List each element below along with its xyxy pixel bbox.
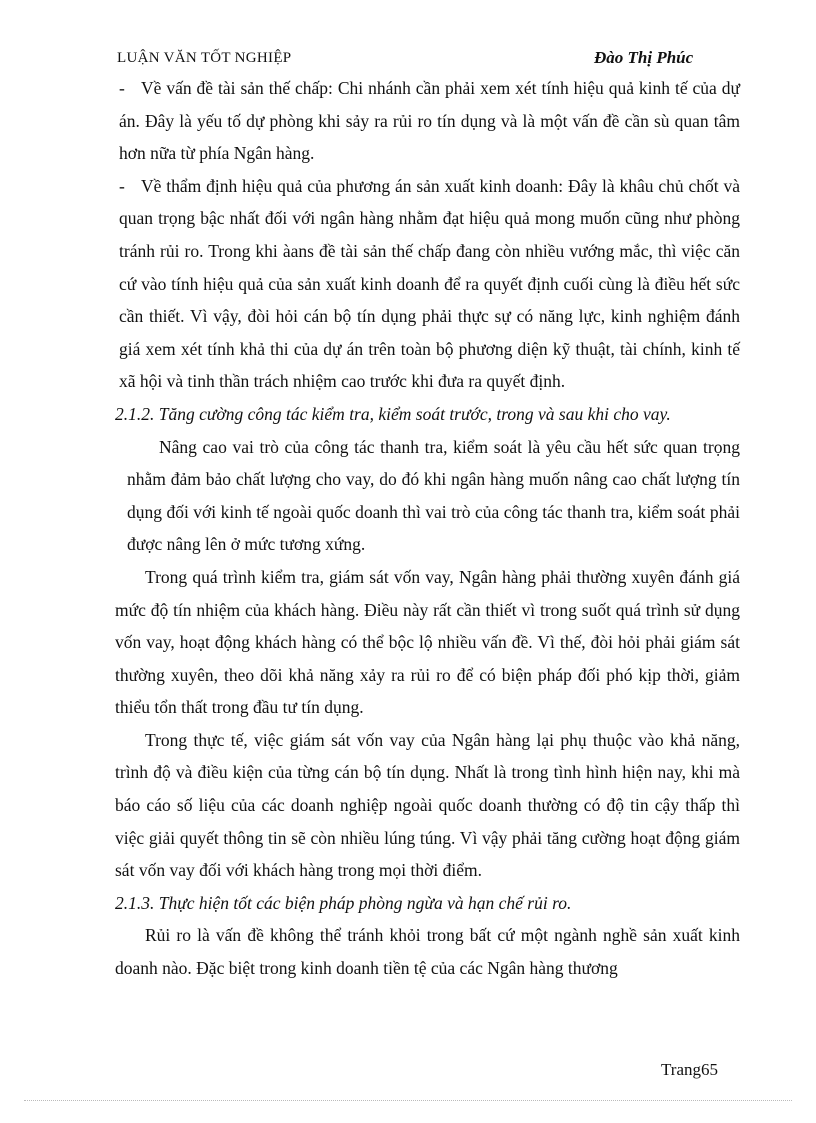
paragraph-risk: Rủi ro là vấn đề không thể tránh khỏi trong bất cứ một ngành nghề sản xuất kinh doanh nào. Đặc biệt trong kinh doanh tiền tệ của các Ngân hàng thương (115, 925, 740, 979)
paragraph-inspection-role: Nâng cao vai trò của công tác thanh tra, kiểm soát là yêu cầu hết sức quan trọng nhằm đảm bảo chất lượng cho vay, do đó khi ngân hàng muốn nâng cao chất lượng tín dụng đối với kinh tế ngoài quốc doanh thì vai trò của công tác thanh tra, kiểm soát phải được nâng lên ở mức tương xứng. (127, 436, 740, 555)
footer-divider (24, 1100, 792, 1101)
header-title: LUẬN VĂN TỐT NGHIỆP (117, 50, 292, 66)
bullet-appraisal (115, 170, 740, 398)
section-heading-2-1-3: 2.1.3. Thực hiện tốt các biện pháp phòng ngừa và hạn chế rủi ro. (115, 892, 572, 913)
section-heading-2-1-2: 2.1.2. Tăng cường công tác kiểm tra, kiểm soát trước, trong và sau khi cho vay. (115, 403, 671, 424)
bullet-collateral (115, 72, 740, 170)
bullet-appraisal-text: Về thẩm định hiệu quả của phương án sản xuất kinh doanh: Đây là khâu chủ chốt và quan trọng bậc nhất đối với ngân hàng nhằm đạt hiệu quả mong muốn cũng như phòng tránh rủi ro. Trong khi àans đề tài sản thế chấp đang còn nhiều vướng mắc, thì việc căn cứ vào tính hiệu quả của sản xuất kinh doanh để ra quyết định cuối cùng là điều hết sức cần thiết. Vì vậy, đòi hỏi cán bộ tín dụng phải thực sự có năng lực, kinh nghiệm đánh giá xem xét tính khả thi của dự án trên toàn bộ phương diện kỹ thuật, tài chính, kinh tế xã hội và tinh thần trách nhiệm cao trước khi đưa ra quyết định. (119, 175, 740, 392)
bullet-dash: - (119, 78, 125, 98)
bullet-collateral-text: Về vấn đề tài sản thế chấp: Chi nhánh cần phải xem xét tính hiệu quả kinh tế của dự án. Đây là yếu tố dự phòng khi sảy ra rủi ro tín dụng và là một vấn đề cần sù quan tâm hơn nữa từ phía Ngân hàng. (119, 78, 740, 164)
paragraph-monitoring-practice: Trong thực tế, việc giám sát vốn vay của Ngân hàng lại phụ thuộc vào khả năng, trình độ và điều kiện của từng cán bộ tín dụng. Nhất là trong tình hình hiện nay, khi mà báo cáo số liệu của các doanh nghiệp ngoài quốc doanh thường có độ tin cậy thấp thì việc giải quyết thông tin sẽ còn nhiều lúng túng. Vì vậy phải tăng cường hoạt động giám sát vốn vay đối với khách hàng trong mọi thời điểm. (115, 729, 740, 881)
paragraph-monitoring-process: Trong quá trình kiểm tra, giám sát vốn vay, Ngân hàng phải thường xuyên đánh giá mức độ tín nhiệm của khách hàng. Điều này rất cần thiết vì trong suốt quá trình sử dụng vốn vay, hoạt động khách hàng có thể bộc lộ nhiều vấn đề. Vì thế, đòi hỏi phải giám sát thường xuyên, theo dõi khả năng xảy ra rủi ro để có biện pháp đối phó kịp thời, giảm thiểu tổn thất trong đầu tư tín dụng. (115, 566, 740, 718)
header-author: Đào Thị Phúc (594, 48, 694, 67)
document-body (115, 72, 740, 985)
bullet-dash: - (119, 175, 125, 196)
page-number: Trang65 (661, 1060, 718, 1079)
